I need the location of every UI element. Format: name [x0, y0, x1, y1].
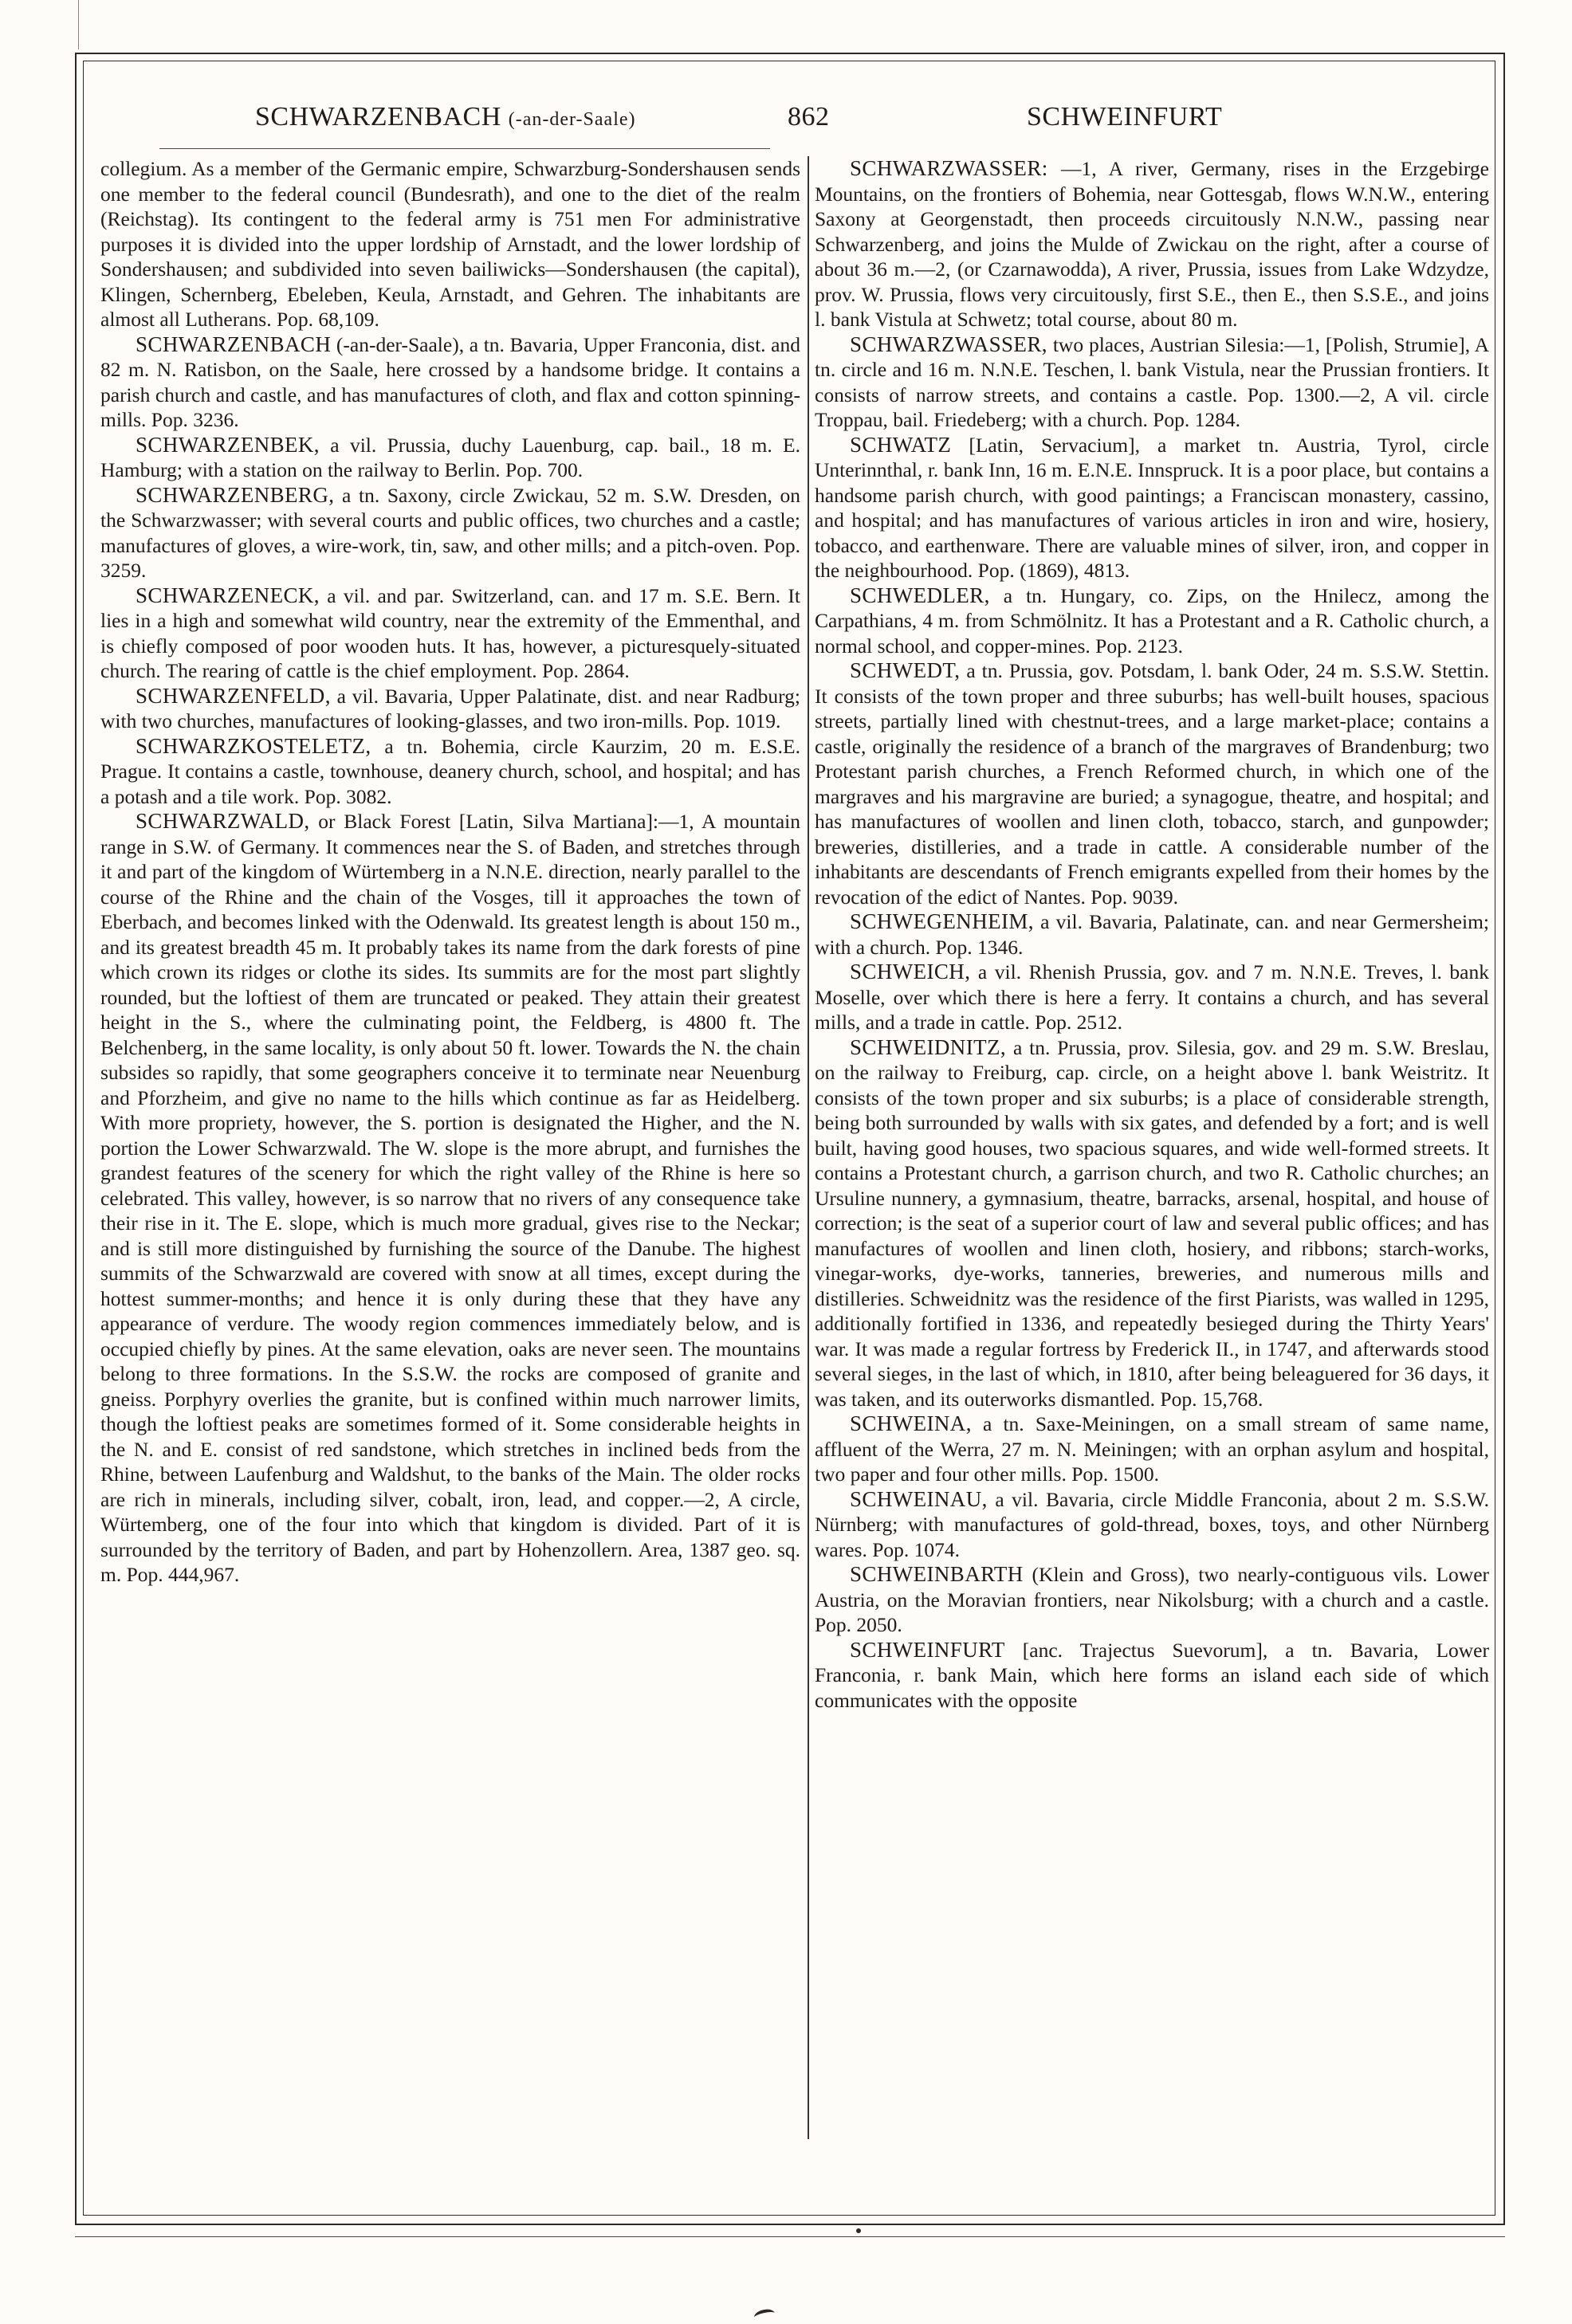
- entry-text: a vil. Prussia, duchy Lauenburg, cap. bail., 18 m. E. Hamburg; with a station on the railway to Berlin. Pop. 700.: [100, 433, 800, 481]
- dictionary-entry: [815, 1411, 1489, 1487]
- entry-text: a vil. Rhenish Prussia, gov. and 7 m. N.N.E. Treves, l. bank Moselle, over which there is here a ferry. It contains a church, and has several mills, and a trade in cattle. Pop. 2512.: [815, 960, 1490, 1034]
- entry-headword: SCHWEDLER,: [850, 583, 990, 607]
- entry-text: (Klein and Gross), two nearly-contiguous vils. Lower Austria, on the Moravian frontiers, near Nikolsburg; with a church and a castle. Pop. 2050.: [815, 1563, 1490, 1636]
- entry-text: a vil. Bavaria, circle Middle Franconia, about 2 m. S.S.W. Nürnberg; with manufactures of gold-thread, boxes, toys, and other Nürnberg wares. Pop. 1074.: [815, 1487, 1489, 1561]
- dictionary-entry: [100, 809, 800, 1588]
- entry-text: a vil. Bavaria, Upper Palatinate, dist. and near Radburg; with two churches, manufactures of looking-glasses, and two iron-mills. Pop. 1019.: [100, 684, 800, 732]
- dictionary-entry: [100, 156, 800, 332]
- header-right: SCHWEINFURT: [1027, 102, 1223, 132]
- entry-headword: SCHWEGENHEIM,: [850, 909, 1034, 933]
- entry-text: [Latin, Servacium], a market tn. Austria, Tyrol, circle Unterinnthal, r. bank Inn, 16 m. E.N.E. Innspruck. It is a poor place, but contains a handsome parish church, with good paintings; a Franciscan monastery, cassino, and hospital; and has manufactures of various articles in iron and wire, hosiery, tobacco, and earthenware. There are valuable mines of silver, iron, and copper in the neighbourhood. Pop. (1869), 4813.: [815, 433, 1490, 582]
- entry-headword: SCHWEIDNITZ,: [850, 1034, 1007, 1059]
- header-left: [255, 102, 636, 132]
- entry-text: or Black Forest [Latin, Silva Martiana]:—1, A mountain range in S.W. of Germany. It commences near the S. of Baden, and stretches through it and part of the kingdom of Würtemberg in a N.N.E. direction, nearly parallel to the course of the Rhine and the chain of the Vosges, till it approaches the town of Eberbach, and becomes linked with the Odenwald. Its greatest length is about 150 m., and its greatest breadth 45 m. It probably takes its name from the dark forests of pine which crown its ridges or clothe its sides. Its summits are for the most part slightly rounded, but the loftiest of them are truncated or peaked. They attain their greatest height in the S., where the culminating point, the Feldberg, is 4800 ft. The Belchenberg, in the same locality, is only about 50 ft. lower. Towards the N. the chain subsides so rapidly, that some geographers conceive it to terminate near Neuenburg and Pforzheim, and give no name to the hills which continue as far as Heidelberg. With more propriety, however, the S. portion is designated the Higher, and the N. portion the Lower Schwarzwald. The W. slope is the more abrupt, and furnishes the grandest features of the scenery for which the right valley of the Rhine is here so celebrated. This valley, however, is so narrow that no rivers of any consequence take their rise in it. The E. slope, which is much more gradual, gives rise to the Neckar; and is still more distinguished by furnishing the source of the Danube. The highest summits of the Schwarzwald are covered with snow at all times, except during the hottest summer-months; and hence it is only during these that they have any appearance of verdure. The woody region commences immediately below, and is occupied chiefly by pines. At the same elevation, oaks are never seen. The mountains belong to three formations. In the S.S.W. the rocks are composed of granite and gneiss. Porphyry overlies the granite, but is confined within much narrower limits, though the loftiest peaks are sometimes formed of it. Some considerable heights in the N. and E. consist of red sandstone, which stretches in inclined beds from the Rhine, between Laufenburg and Waldshut, to the banks of the Main. The older rocks are rich in minerals, including silver, cobalt, iron, lead, and copper.—2, A circle, Würtemberg, one of the four into which that kingdom is divided. Part of it is surrounded by the territory of Baden, and part by Hohenzollern. Area, 1387 geo. sq. m. Pop. 444,967.: [100, 810, 800, 1586]
- dictionary-entry: [100, 483, 800, 583]
- dictionary-entry: [100, 684, 800, 734]
- entry-headword: SCHWARZENBERG,: [136, 482, 335, 507]
- entry-text: collegium. As a member of the Germanic empire, Schwarzburg-Sondershausen sends one member to the federal council (Bundesrath), and one to the diet of the realm (Reichstag). Its contingent to the federal army is 751 men For administrative purposes it is divided into the upper lordship of Arnstadt, and the lower lordship of Sondershausen; and subdivided into seven bailiwicks—Sondershausen (the capital), Klingen, Schernberg, Ebeleben, Keula, Arnstadt, and Gehren. The inhabitants are almost all Lutherans. Pop. 68,109.: [100, 157, 800, 331]
- entry-text: [anc. Trajectus Suevorum], a tn. Bavaria, Lower Franconia, r. bank Main, which here forms an island each side of which communicates with the opposite: [815, 1638, 1489, 1712]
- footer-mark: [753, 2307, 776, 2322]
- footer-dot: [856, 2228, 861, 2233]
- entry-text: a tn. Saxe-Meiningen, on a small stream of same name, affluent of the Werra, 27 m. N. Meiningen; with an orphan asylum and hospital, two paper and four other mills. Pop. 1500.: [815, 1412, 1490, 1486]
- entry-headword: SCHWEINA,: [850, 1411, 972, 1435]
- page-number: 862: [788, 102, 830, 132]
- entry-headword: SCHWEICH,: [850, 960, 971, 983]
- entry-headword: SCHWEINBARTH: [850, 1562, 1024, 1586]
- dictionary-entry: [815, 909, 1489, 960]
- entry-text: two places, Austrian Silesia:—1, [Polish, Strumie], A tn. circle and 16 m. N.N.E. Teschen, l. bank Vistula, near the Prussian frontiers. It consists of narrow streets, and contains a castle. Pop. 1300.—2, A vil. circle Troppau, bail. Friedeberg; with a church. Pop. 1284.: [815, 332, 1490, 431]
- header-left-title: SCHWARZENBACH: [255, 102, 501, 132]
- dictionary-entry: [815, 583, 1489, 659]
- entry-text: a tn. Hungary, co. Zips, on the Hnilecz, among the Carpathians, 4 m. from Schmölnitz. It has a Protestant and a R. Catholic church, a normal school, and copper-mines. Pop. 2123.: [815, 583, 1490, 658]
- entry-headword: SCHWEDT,: [850, 658, 961, 682]
- left-column: [100, 156, 800, 1588]
- entry-headword: SCHWARZENBACH: [136, 332, 332, 356]
- footer-rule: [75, 2236, 1505, 2237]
- entry-text: a tn. Prussia, prov. Silesia, gov. and 29 m. S.W. Breslau, on the railway to Freiburg, cap. circle, on a height above l. bank Weistritz. It consists of the town proper and six suburbs; is a place of considerable strength, being both surrounded by walls with six gates, and defended by a fort; and is well built, having good houses, two spacious squares, and wide well-formed streets. It contains a Protestant church, a garrison church, and two R. Catholic churches; an Ursuline nunnery, a gymnasium, theatre, barracks, arsenal, hospital, and house of correction; is the seat of a superior court of law and several public offices; and has manufactures of woollen and linen cloth, hosiery, and ribbons; starch-works, vinegar-works, dye-works, tanneries, breweries, and numerous mills and distilleries. Schweidnitz was the residence of the first Piarists, was walled in 1295, additionally fortified in 1336, and repeatedly besieged during the Thirty Years' war. It was made a regular fortress by Frederick II., in 1747, and afterwards stood several sieges, in the last of which, in 1810, after being beleaguered for 36 days, it was taken, and its outerworks dismantled. Pop. 15,768.: [815, 1035, 1489, 1411]
- entry-headword: SCHWARZENFELD,: [136, 683, 331, 708]
- header-rule: [159, 148, 770, 149]
- entry-text: (-an-der-Saale), a tn. Bavaria, Upper Franconia, dist. and 82 m. N. Ratisbon, on the Saale, here crossed by a handsome bridge. It contains a parish church and castle, and has manufactures of cloth, and flax and cotton spinning-mills. Pop. 3236.: [100, 332, 801, 431]
- dictionary-entry: [815, 960, 1489, 1035]
- dictionary-entry: [100, 734, 800, 810]
- dictionary-entry: [815, 156, 1489, 332]
- dictionary-entry: [815, 1487, 1489, 1563]
- entry-headword: SCHWARZWASSER,: [850, 332, 1047, 356]
- running-header: [96, 102, 1483, 145]
- right-column: [815, 156, 1489, 1713]
- entry-headword: SCHWARZENECK,: [136, 583, 320, 607]
- dictionary-entry: [100, 583, 800, 684]
- entry-headword: SCHWEINAU,: [850, 1486, 988, 1511]
- dictionary-entry: [100, 433, 800, 483]
- entry-headword: SCHWARZWASSER:: [850, 156, 1048, 180]
- dictionary-entry: [815, 1562, 1489, 1638]
- column-divider: [808, 156, 809, 2139]
- dictionary-entry: [815, 1035, 1489, 1412]
- dictionary-entry: [815, 658, 1489, 909]
- dictionary-entry: [100, 332, 800, 433]
- entry-text: a vil. and par. Switzerland, can. and 17 m. S.E. Bern. It lies in a high and somewhat wild country, near the extremity of the Emmenthal, and is chiefly composed of poor wooden huts. It has, however, a picturesquely-situated church. The rearing of cattle is the chief employment. Pop. 2864.: [100, 583, 801, 682]
- entry-headword: SCHWARZWALD,: [136, 809, 310, 833]
- entry-headword: SCHWARZENBEK,: [136, 432, 320, 457]
- entry-text: a tn. Bohemia, circle Kaurzim, 20 m. E.S.E. Prague. It contains a castle, townhouse, deanery church, school, and hospital; and has a potash and a tile work. Pop. 3082.: [100, 734, 800, 808]
- dictionary-entry: [815, 433, 1489, 583]
- dictionary-entry: [815, 1638, 1489, 1714]
- entry-text: a tn. Prussia, gov. Potsdam, l. bank Oder, 24 m. S.S.W. Stettin. It consists of the town proper and three suburbs; has well-built houses, spacious streets, partially lined with chestnut-trees, and a large market-place; contains a castle, originally the residence of a branch of the margraves of Brandenburg; two Protestant parish churches, a French Reformed church, in which one of the margraves and his margravine are buried; a synagogue, theatre, and hospital; and has manufactures of woollen and linen cloth, tobacco, starch, and gunpowder; breweries, distilleries, and a trade in cattle. A considerable number of the inhabitants are descendants of French emigrants expelled from their homes by the revocation of the edict of Nantes. Pop. 9039.: [815, 659, 1490, 909]
- header-left-subtitle: (-an-der-Saale): [508, 109, 636, 130]
- margin-line: [78, 0, 79, 49]
- dictionary-entry: [815, 332, 1489, 433]
- entry-headword: SCHWATZ: [850, 432, 952, 457]
- entry-headword: SCHWEINFURT: [850, 1637, 1005, 1662]
- entry-text: a tn. Saxony, circle Zwickau, 52 m. S.W. Dresden, on the Schwarzwasser; with several courts and public offices, two churches and a castle; manufactures of gloves, a wire-work, tin, saw, and other mills; and a pitch-oven. Pop. 3259.: [100, 483, 800, 582]
- entry-text: a vil. Bavaria, Palatinate, can. and near Germersheim; with a church. Pop. 1346.: [815, 910, 1489, 959]
- entry-headword: SCHWARZKOSTELETZ,: [136, 733, 371, 758]
- entry-text: —1, A river, Germany, rises in the Erzgebirge Mountains, on the frontiers of Bohemia, near Gottesgab, flows W.N.W., entering Saxony at Georgenstadt, then proceeds circuitously N.N.W., passing near Schwarzenberg, and joins the Mulde of Zwickau on the right, after a course of about 36 m.—2, (or Czarnawodda), A river, Prussia, issues from Lake Wdzydze, prov. W. Prussia, flows very circuitously, first S.E., then E., then S.S.E., and joins l. bank Vistula at Schwetz; total course, about 80 m.: [815, 157, 1490, 331]
